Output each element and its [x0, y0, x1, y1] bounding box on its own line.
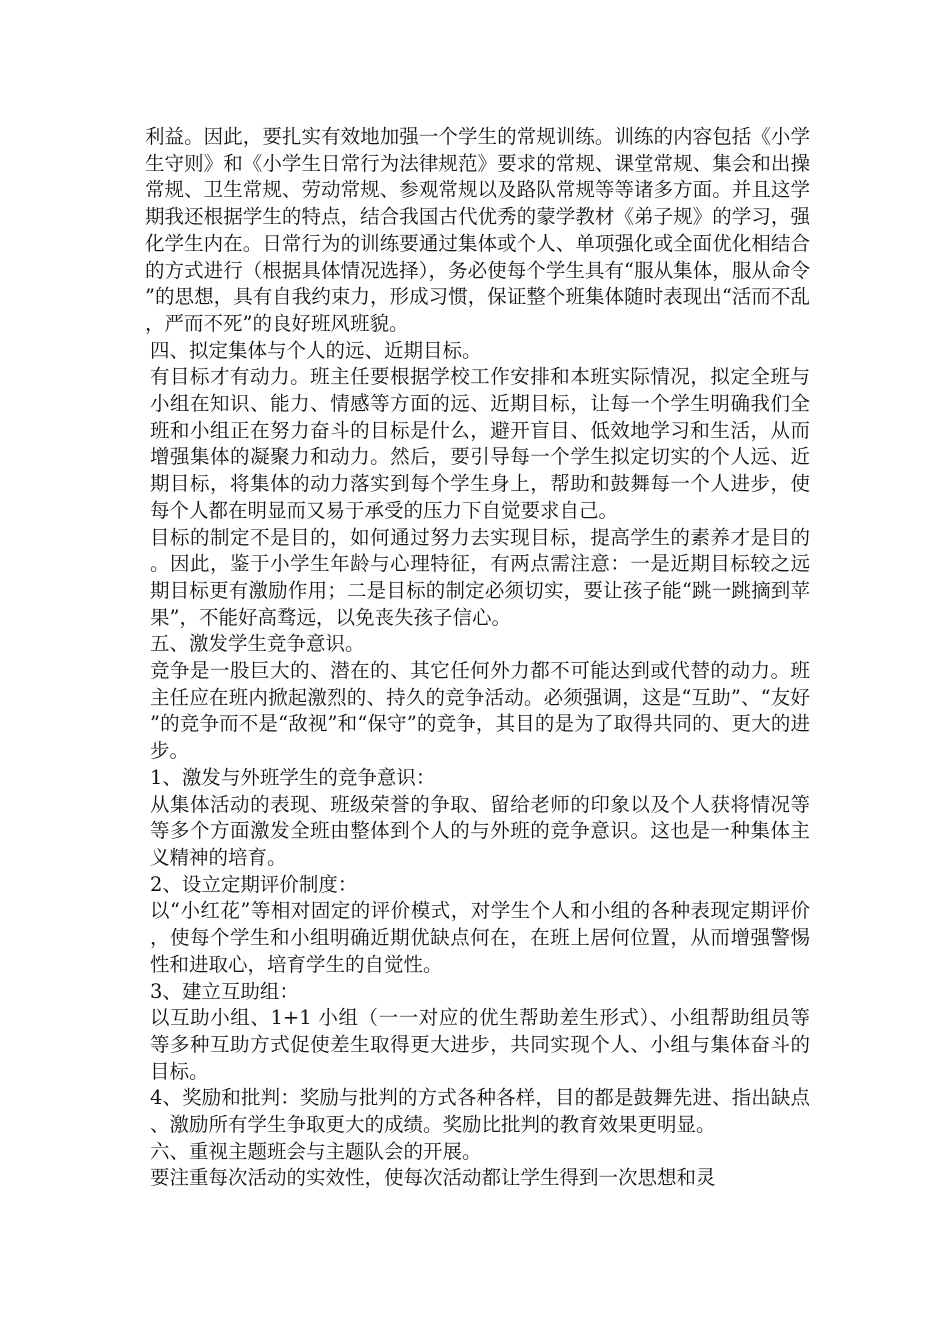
- paragraph-goal-setting: 目标的制定不是目的，如何通过努力去实现目标，提高学生的素养才是目的。因此，鉴于小学生年龄与心理特征，有两点需注意：一是近期目标较之远期目标更有激励作用；二是目标的制定必须切实，要让孩子能“跳一跳摘到苹果”，不能好高骛远，以免丧失孩子信心。: [150, 525, 810, 629]
- heading-section-six: 六、重视主题班会与主题队会的开展。: [150, 1139, 482, 1163]
- paragraph-item-2: 以“小红花”等相对固定的评价模式，对学生个人和小组的各种表现定期评价，使每个学生和小组明确近期优缺点何在，在班上居何位置，从而增强警惕性和进取心，培育学生的自觉性。: [150, 899, 810, 976]
- heading-section-four: 四、拟定集体与个人的远、近期目标。: [150, 338, 482, 362]
- paragraph-goals: 有目标才有动力。班主任要根据学校工作安排和本班实际情况，拟定全班与小组在知识、能力、情感等方面的远、近期目标，让每一个学生明确我们全班和小组正在努力奋斗的目标是什么，避开盲目、低效地学习和生活，从而增强集体的凝聚力和动力。然后，要引导每一个学生拟定切实的个人远、近期目标，将集体的动力落实到每个学生身上，帮助和鼓舞每一个人进步，使每个人都在明显而又易于承受的压力下自觉要求自己。: [150, 365, 810, 522]
- document-body: [145, 124, 810, 1192]
- paragraph-item-4: 4、奖励和批判：奖励与批判的方式各种各样，目的都是鼓舞先进、指出缺点、激励所有学生争取更大的成绩。奖励比批判的教育效果更明显。: [150, 1086, 810, 1137]
- paragraph-competition: 竞争是一股巨大的、潜在的、其它任何外力都不可能达到或代替的动力。班主任应在班内掀起激烈的、持久的竞争活动。必须强调，这是“互助”、“友好”的竞争而不是“敌视”和“保守”的竞争，其目的是为了取得共同的、更大的进步。: [150, 659, 810, 763]
- paragraph-item-1: 从集体活动的表现、班级荣誉的争取、留给老师的印象以及个人获将情况等等多个方面激发全班由整体到个人的与外班的竞争意识。这也是一种集体主义精神的培育。: [150, 792, 810, 869]
- paragraph-regular-training: 利益。因此，要扎实有效地加强一个学生的常规训练。训练的内容包括《小学生守则》和《小学生日常行为法律规范》要求的常规、课堂常规、集会和出操常规、卫生常规、劳动常规、参观常规以及路队常规等等诸多方面。并且这学期我还根据学生的特点，结合我国古代优秀的蒙学教材《弟子规》的学习，强化学生内在。日常行为的训练要通过集体或个人、单项强化或全面优化相结合的方式进行（根据具体情况选择），务必使每个学生具有“服从集体，服从命令”的思想，具有自我约束力，形成习惯，保证整个班集体随时表现出“活而不乱，严而不死”的良好班风班貌。: [145, 125, 810, 335]
- heading-section-five: 五、激发学生竞争意识。: [150, 632, 365, 656]
- paragraph-themed-meetings: 要注重每次活动的实效性，使每次活动都让学生得到一次思想和灵: [150, 1166, 716, 1190]
- subheading-item-3: 3、建立互助组：: [150, 979, 299, 1003]
- subheading-item-1: 1、激发与外班学生的竞争意识：: [150, 765, 436, 789]
- paragraph-item-3: 以互助小组、1+1 小组（一一对应的优生帮助差生形式）、小组帮助组员等等多种互助方式促使差生取得更大进步，共同实现个人、小组与集体奋斗的目标。: [150, 1006, 810, 1083]
- subheading-item-2: 2、设立定期评价制度：: [150, 872, 358, 896]
